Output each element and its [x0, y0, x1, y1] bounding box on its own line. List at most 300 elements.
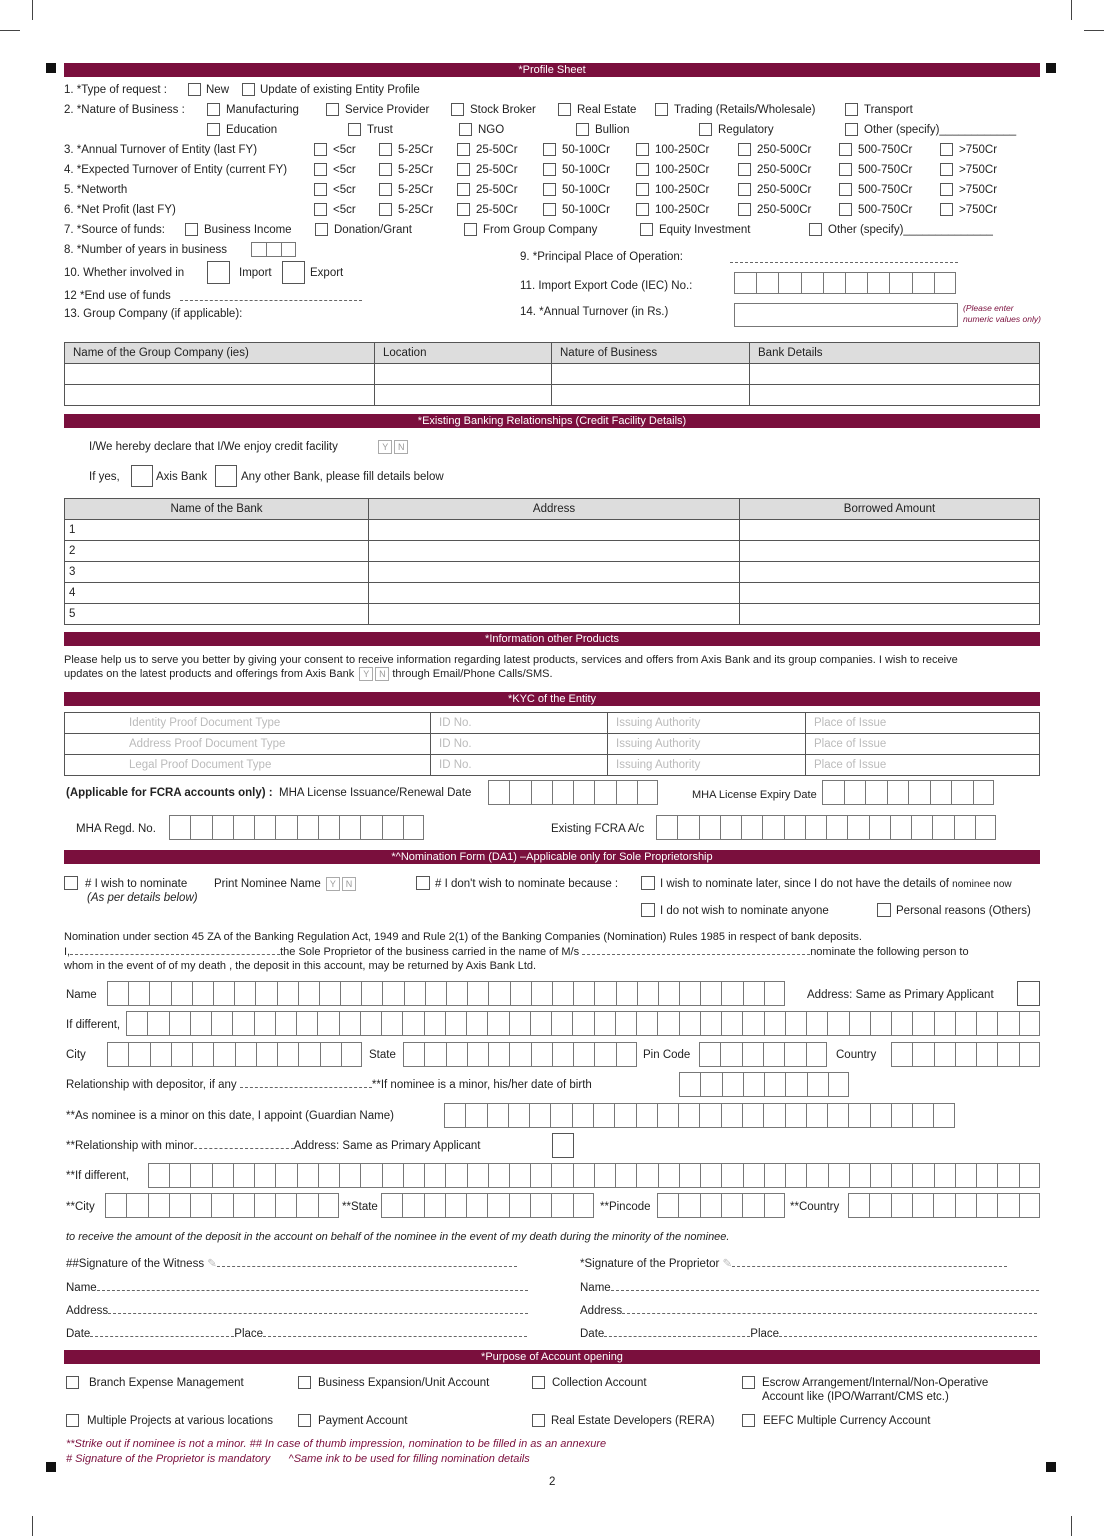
existing-fcra-boxes[interactable]	[656, 815, 996, 840]
prop-signature-line[interactable]	[732, 1266, 1007, 1267]
business-type-option: Other (specify)____________	[864, 124, 1017, 136]
row-number: 1	[65, 520, 369, 541]
row-number: 5	[65, 604, 369, 625]
checkbox-range[interactable]	[839, 203, 852, 216]
range-option: 5-25Cr	[398, 204, 434, 216]
kyc-cell[interactable]: Place of Issue	[806, 755, 1040, 776]
checkbox-range[interactable]	[738, 143, 751, 156]
proprietor-name-line[interactable]	[70, 954, 280, 955]
fcra-label: (Applicable for FCRA accounts only) :	[66, 787, 273, 799]
no-box[interactable]: N	[342, 877, 356, 891]
business-type-option: Service Provider	[345, 104, 430, 116]
crop-mark	[1071, 0, 1072, 20]
checkbox-purpose[interactable]	[66, 1414, 79, 1427]
nominee-name-label: Name	[66, 989, 97, 1001]
witness-address-line[interactable]	[108, 1313, 528, 1314]
principal-place-line[interactable]	[730, 262, 958, 263]
dont-wish-label: # I don't wish to nominate because :	[435, 878, 619, 890]
prop-name-label: Name	[580, 1282, 611, 1294]
prop-date-row	[580, 1327, 1037, 1341]
range-option: 25-50Cr	[476, 184, 518, 196]
checkbox-wish-nominate[interactable]	[64, 876, 78, 890]
guardian-pincode-boxes[interactable]	[657, 1193, 785, 1218]
nomination-para-3: whom in the event of of my death , the deposit in this account, may be returned by Axis Bank Ltd.	[64, 960, 537, 972]
source-of-funds-option: Donation/Grant	[334, 224, 412, 236]
table-row[interactable]	[65, 364, 1040, 385]
prop-address-row	[580, 1304, 1037, 1318]
guardian-if-different-label: **If different,	[66, 1170, 130, 1182]
years-in-business-boxes[interactable]	[251, 242, 296, 257]
witness-signature-label: ##Signature of the Witness	[66, 1258, 205, 1270]
q5-label: 5. *Networth	[64, 184, 128, 196]
guardian-pincode-label: **Pincode	[600, 1201, 651, 1213]
mha-issue-label: MHA License Issuance/Renewal Date	[279, 787, 472, 799]
checkbox-business-type[interactable]	[326, 103, 339, 116]
range-option: 25-50Cr	[476, 204, 518, 216]
witness-place-line[interactable]	[263, 1336, 527, 1337]
purpose-option: Real Estate Developers (RERA)	[551, 1415, 715, 1427]
checkbox-purpose[interactable]	[298, 1414, 311, 1427]
prop-date-line[interactable]	[604, 1336, 750, 1337]
kyc-cell[interactable]: Address Proof Document Type	[65, 734, 431, 755]
source-of-funds-option: Business Income	[204, 224, 292, 236]
checkbox-range[interactable]	[314, 163, 327, 176]
option-new: New	[206, 84, 230, 96]
range-option: 250-500Cr	[757, 144, 812, 156]
source-of-funds-option: Other (specify)______________	[828, 224, 993, 236]
checkbox-range[interactable]	[379, 183, 392, 196]
kyc-cell[interactable]: Place of Issue	[806, 713, 1040, 734]
bank-table	[64, 498, 1040, 625]
option-export: Export	[310, 267, 344, 279]
business-type-option: Education	[226, 124, 278, 136]
print-nominee-label: Print Nominee Name	[214, 878, 321, 890]
checkbox-range[interactable]	[314, 203, 327, 216]
no-box[interactable]: N	[394, 440, 408, 454]
nominate-later-text: I wish to nominate later, since I do not have the details of	[660, 878, 949, 890]
col-header: Nature of Business	[552, 343, 750, 364]
yes-box[interactable]: Y	[359, 667, 373, 681]
q7-label: 7. *Source of funds:	[64, 224, 166, 236]
mha-issue-date-boxes[interactable]	[488, 780, 658, 805]
checkbox-range[interactable]	[379, 163, 392, 176]
q14-label: 14. *Annual Turnover (in Rs.)	[520, 306, 669, 318]
range-option: <5cr	[333, 204, 356, 216]
checkbox-range[interactable]	[940, 203, 953, 216]
range-option: 5-25Cr	[398, 164, 434, 176]
section-header-kyc: *KYC of the Entity	[64, 692, 1040, 706]
checkbox-range[interactable]	[314, 183, 327, 196]
prop-signature-row	[580, 1257, 1007, 1271]
checkbox-new[interactable]	[188, 83, 201, 96]
checkbox-range[interactable]	[543, 183, 556, 196]
rel-minor-addr-label: Address: Same as Primary Applicant	[293, 1140, 481, 1152]
checkbox-business-type[interactable]	[845, 123, 858, 136]
checkbox-purpose[interactable]	[742, 1414, 755, 1427]
col-header: Name of the Bank	[65, 499, 369, 520]
business-type-option: Bullion	[595, 124, 630, 136]
range-option: 100-250Cr	[655, 144, 710, 156]
minor-dob-boxes[interactable]	[679, 1072, 849, 1097]
range-option: 500-750Cr	[858, 184, 913, 196]
witness-address-row	[66, 1304, 528, 1318]
kyc-cell[interactable]: Issuing Authority	[608, 755, 806, 776]
checkbox-range[interactable]	[839, 183, 852, 196]
range-option: 100-250Cr	[655, 204, 710, 216]
consent-text-2b: through Email/Phone Calls/SMS.	[392, 668, 553, 680]
business-type-option: Regulatory	[718, 124, 774, 136]
kyc-cell[interactable]: ID No.	[431, 713, 608, 734]
kyc-cell[interactable]: ID No.	[431, 755, 608, 776]
table-row[interactable]	[65, 520, 1040, 541]
checkbox-range[interactable]	[543, 143, 556, 156]
witness-place-label: Place	[234, 1328, 264, 1340]
prop-address-line[interactable]	[622, 1313, 1037, 1314]
q6-label: 6. *Net Profit (last FY)	[64, 204, 176, 216]
registration-mark	[1046, 1462, 1056, 1472]
business-type-option: Trust	[367, 124, 393, 136]
business-type-option: Trading (Retails/Wholesale)	[674, 104, 816, 116]
checkbox-business-type[interactable]	[845, 103, 858, 116]
print-nominee-name	[214, 877, 356, 891]
business-type-option: Transport	[864, 104, 913, 116]
yes-box[interactable]: Y	[378, 440, 392, 454]
row-number: 2	[65, 541, 369, 562]
table-row[interactable]	[65, 734, 1040, 755]
pen-icon: ✎	[204, 1258, 217, 1270]
section-header-banking: *Existing Banking Relationships (Credit Facility Details)	[64, 414, 1040, 428]
row-number: 4	[65, 583, 369, 604]
q4-label: 4. *Expected Turnover of Entity (current FY)	[64, 164, 288, 176]
purpose-option: EEFC Multiple Currency Account	[763, 1415, 931, 1427]
col-header: Location	[375, 343, 552, 364]
guardian-name-boxes[interactable]	[444, 1103, 955, 1128]
q8-label: 8. *Number of years in business	[64, 244, 227, 256]
crop-mark	[1084, 30, 1104, 31]
footnote-2: # Signature of the Proprietor is mandatory ^Same ink to be used for filling nomination details	[66, 1453, 530, 1465]
guardian-label: **As nominee is a minor on this date, I appoint (Guardian Name)	[66, 1110, 394, 1122]
witness-date-line[interactable]	[90, 1336, 234, 1337]
kyc-cell[interactable]: ID No.	[431, 734, 608, 755]
range-option: 500-750Cr	[858, 164, 913, 176]
checkbox-source-of-funds[interactable]	[185, 223, 198, 236]
checkbox-range[interactable]	[738, 203, 751, 216]
city-label: City	[66, 1049, 86, 1061]
checkbox-dont-wish[interactable]	[416, 876, 430, 890]
witness-name-label: Name	[66, 1282, 97, 1294]
business-type-option: Real Estate	[577, 104, 637, 116]
range-option: 50-100Cr	[562, 164, 610, 176]
registration-mark	[46, 63, 56, 73]
witness-name-line[interactable]	[97, 1290, 528, 1291]
checkbox-range[interactable]	[636, 163, 649, 176]
minor-dob-label: **If nominee is a minor, his/her date of birth	[371, 1079, 592, 1091]
checkbox-source-of-funds[interactable]	[315, 223, 328, 236]
kyc-cell[interactable]: Identity Proof Document Type	[65, 713, 431, 734]
checkbox-range[interactable]	[636, 203, 649, 216]
checkbox-range[interactable]	[457, 163, 470, 176]
page-number: 2	[549, 1476, 556, 1488]
no-box[interactable]: N	[375, 667, 389, 681]
personal-reasons-label: Personal reasons (Others)	[896, 905, 1031, 917]
range-option: >750Cr	[959, 164, 998, 176]
as-per-details: (As per details below)	[87, 892, 198, 904]
section-header-purpose: *Purpose of Account opening	[64, 1350, 1040, 1364]
prop-signature-label: *Signature of the Proprietor	[580, 1258, 720, 1270]
country-label: Country	[836, 1049, 877, 1061]
declaration-text: I/We hereby declare that I/We enjoy credit facility	[89, 441, 338, 453]
checkbox-range[interactable]	[738, 183, 751, 196]
yes-box[interactable]: Y	[326, 877, 340, 891]
checkbox-range[interactable]	[940, 143, 953, 156]
checkbox-business-type[interactable]	[699, 123, 712, 136]
business-type-option: NGO	[478, 124, 505, 136]
table-row[interactable]	[65, 604, 1040, 625]
range-option: <5cr	[333, 184, 356, 196]
nominate-later-label	[660, 877, 1012, 892]
table-row[interactable]	[65, 541, 1040, 562]
checkbox-range[interactable]	[457, 183, 470, 196]
option-axis-bank: Axis Bank	[156, 471, 208, 483]
para2-b: the Sole Proprietor of the business carried in the name of M/s	[280, 946, 580, 958]
range-option: 100-250Cr	[655, 164, 710, 176]
q9-label: 9. *Principal Place of Operation:	[520, 251, 684, 263]
prop-place-line[interactable]	[779, 1336, 1037, 1337]
prop-date-label: Date	[580, 1328, 605, 1340]
range-option: >750Cr	[959, 144, 998, 156]
checkbox-purpose[interactable]	[532, 1414, 545, 1427]
row-number: 3	[65, 562, 369, 583]
table-row[interactable]	[65, 713, 1040, 734]
option-import: Import	[239, 267, 272, 279]
checkbox-range[interactable]	[940, 163, 953, 176]
range-option: >750Cr	[959, 204, 998, 216]
option-update: Update of existing Entity Profile	[260, 84, 420, 96]
checkbox-no-nominate[interactable]	[641, 903, 655, 917]
q12-label: 12 *End use of funds	[64, 290, 171, 302]
para2-a: I,	[64, 946, 71, 958]
table-row[interactable]	[65, 583, 1040, 604]
nominee-pincode-boxes[interactable]	[699, 1042, 827, 1067]
if-different-label: If different,	[66, 1019, 121, 1031]
checkbox-range[interactable]	[457, 203, 470, 216]
nominee-state-boxes[interactable]	[403, 1042, 637, 1067]
col-header: Name of the Group Company (ies)	[65, 343, 375, 364]
rel-minor-row	[66, 1139, 480, 1153]
consent-text-2a: updates on the latest products and offerings from Axis Bank	[64, 668, 355, 680]
consent-text-2	[64, 667, 553, 681]
range-option: 5-25Cr	[398, 144, 434, 156]
registration-mark	[1046, 63, 1056, 73]
nominee-city-boxes[interactable]	[107, 1042, 362, 1067]
mha-expiry-label: MHA License Expiry Date	[692, 789, 817, 801]
purpose-option: Business Expansion/Unit Account	[318, 1377, 490, 1389]
relationship-label: Relationship with depositor, if any	[66, 1079, 237, 1091]
nominee-name-boxes[interactable]	[107, 981, 785, 1006]
range-option: 500-750Cr	[858, 204, 913, 216]
kyc-cell[interactable]: Place of Issue	[806, 734, 1040, 755]
nominee-address-boxes[interactable]	[126, 1011, 1040, 1036]
guardian-state-label: **State	[342, 1201, 378, 1213]
purpose-option: Branch Expense Management	[89, 1377, 244, 1389]
checkbox-personal-reasons[interactable]	[877, 903, 891, 917]
checkbox-range[interactable]	[379, 203, 392, 216]
q1-label: 1. *Type of request :	[64, 84, 167, 96]
range-option: 250-500Cr	[757, 184, 812, 196]
pincode-label: Pin Code	[643, 1049, 691, 1061]
business-type-option: Stock Broker	[470, 104, 536, 116]
checkbox-export[interactable]	[282, 261, 305, 284]
option-other-bank: Any other Bank, please fill details below	[241, 471, 444, 483]
purpose-option: Escrow Arrangement/Internal/Non-Operative	[762, 1377, 989, 1389]
checkbox-purpose[interactable]	[742, 1376, 755, 1389]
end-use-line[interactable]	[180, 300, 362, 301]
guardian-city-boxes[interactable]	[105, 1193, 339, 1218]
numeric-note: (Please enter numeric values only)	[963, 303, 1041, 324]
nominee-country-boxes[interactable]	[891, 1042, 1040, 1067]
crop-mark	[1071, 1516, 1072, 1536]
guardian-country-boxes[interactable]	[848, 1193, 1040, 1218]
col-header: Address	[369, 499, 740, 520]
checkbox-range[interactable]	[738, 163, 751, 176]
checkbox-range[interactable]	[839, 143, 852, 156]
checkbox-other-bank[interactable]	[215, 465, 237, 487]
credit-declaration	[89, 440, 408, 454]
section-header-info: *Information other Products	[64, 632, 1040, 646]
mha-expiry-date-boxes[interactable]	[822, 780, 994, 805]
checkbox-source-of-funds[interactable]	[464, 223, 477, 236]
range-option: 5-25Cr	[398, 184, 434, 196]
section-header-profile: *Profile Sheet	[64, 63, 1040, 77]
checkbox-range[interactable]	[636, 143, 649, 156]
col-header: Borrowed Amount	[740, 499, 1040, 520]
col-header: Bank Details	[750, 343, 1040, 364]
business-name-line[interactable]	[582, 954, 810, 955]
iec-boxes[interactable]	[734, 272, 956, 294]
checkbox-range[interactable]	[314, 143, 327, 156]
witness-date-row	[66, 1327, 527, 1341]
business-type-option: Manufacturing	[226, 104, 299, 116]
purpose-option: Multiple Projects at various locations	[87, 1415, 273, 1427]
witness-address-label: Address	[66, 1305, 109, 1317]
crop-mark	[32, 0, 33, 20]
q11-label: 11. Import Export Code (IEC) No.:	[520, 280, 693, 292]
checkbox-nominate-later[interactable]	[641, 876, 655, 890]
checkbox-range[interactable]	[379, 143, 392, 156]
checkbox-purpose[interactable]	[66, 1376, 79, 1389]
witness-date-label: Date	[66, 1328, 91, 1340]
guardian-state-boxes[interactable]	[381, 1193, 594, 1218]
checkbox-business-type[interactable]	[207, 103, 220, 116]
annual-turnover-input[interactable]	[734, 303, 958, 327]
purpose-option: Collection Account	[552, 1377, 647, 1389]
checkbox-source-of-funds[interactable]	[809, 223, 822, 236]
registration-mark	[46, 1462, 56, 1472]
kyc-cell[interactable]: Issuing Authority	[608, 734, 806, 755]
mha-regd-boxes[interactable]	[169, 815, 424, 840]
range-option: >750Cr	[959, 184, 998, 196]
existing-fcra-label: Existing FCRA A/c	[551, 823, 645, 835]
receive-text: to receive the amount of the deposit in the account on behalf of the nominee in the event of my death during the minority of the nominee.	[66, 1231, 730, 1243]
purpose-option: Payment Account	[318, 1415, 408, 1427]
checkbox-business-type[interactable]	[207, 123, 220, 136]
table-row[interactable]	[65, 755, 1040, 776]
q2-label: 2. *Nature of Business :	[64, 104, 185, 116]
range-option: 50-100Cr	[562, 204, 610, 216]
section-header-nomination: *^Nomination Form (DA1) –Applicable only for Sole Proprietorship	[64, 850, 1040, 864]
kyc-cell[interactable]: Legal Proof Document Type	[65, 755, 431, 776]
range-option: <5cr	[333, 144, 356, 156]
source-of-funds-option: From Group Company	[483, 224, 598, 236]
checkbox-business-type[interactable]	[576, 123, 589, 136]
checkbox-business-type[interactable]	[451, 103, 464, 116]
relationship-line[interactable]	[240, 1087, 372, 1088]
group-company-table	[64, 342, 1040, 406]
checkbox-range[interactable]	[636, 183, 649, 196]
checkbox-axis-bank[interactable]	[131, 465, 153, 487]
address-same-label: Address: Same as Primary Applicant	[807, 989, 994, 1001]
table-row[interactable]	[65, 385, 1040, 406]
crop-mark	[0, 30, 20, 31]
checkbox-guardian-address-same[interactable]	[552, 1133, 574, 1158]
witness-signature-row	[66, 1257, 517, 1271]
footnote-1: **Strike out if nominee is not a minor. ## In case of thumb impression, nomination to be filled in as an annexure	[66, 1438, 607, 1450]
range-option: 50-100Cr	[562, 184, 610, 196]
table-row[interactable]	[65, 562, 1040, 583]
checkbox-range[interactable]	[839, 163, 852, 176]
checkbox-range[interactable]	[543, 163, 556, 176]
guardian-address-boxes[interactable]	[148, 1163, 1040, 1188]
checkbox-update[interactable]	[242, 83, 255, 96]
checkbox-business-type[interactable]	[348, 123, 361, 136]
checkbox-import[interactable]	[207, 261, 230, 284]
nomination-para-2	[64, 945, 969, 959]
range-option: 25-50Cr	[476, 144, 518, 156]
source-of-funds-option: Equity Investment	[659, 224, 751, 236]
checkbox-purpose[interactable]	[298, 1376, 311, 1389]
rel-minor-line[interactable]	[194, 1148, 294, 1149]
if-yes-label: If yes,	[89, 471, 120, 483]
checkbox-range[interactable]	[543, 203, 556, 216]
checkbox-business-type[interactable]	[459, 123, 472, 136]
checkbox-range[interactable]	[457, 143, 470, 156]
consent-text-1: Please help us to serve you better by giving your consent to receive information regarding latest products, services and offers from Axis Bank and its group companies. I wish to receive	[64, 654, 958, 666]
crop-mark	[32, 1516, 33, 1536]
range-option: 500-750Cr	[858, 144, 913, 156]
checkbox-address-same[interactable]	[1017, 981, 1040, 1006]
range-option: 50-100Cr	[562, 144, 610, 156]
prop-address-label: Address	[580, 1305, 623, 1317]
checkbox-purpose[interactable]	[532, 1376, 545, 1389]
guardian-country-label: **Country	[790, 1201, 840, 1213]
wish-nominate-label: # I wish to nominate	[85, 878, 188, 890]
nomination-para-1: Nomination under section 45 ZA of the Banking Regulation Act, 1949 and Rule 2(1) of the Banking Companies (Nomination) Rules 1985 in respect of bank deposits.	[64, 931, 862, 943]
mha-regd-label: MHA Regd. No.	[76, 823, 156, 835]
witness-signature-line[interactable]	[217, 1266, 517, 1267]
witness-name-row	[66, 1281, 528, 1295]
checkbox-range[interactable]	[940, 183, 953, 196]
checkbox-business-type[interactable]	[655, 103, 668, 116]
checkbox-source-of-funds[interactable]	[640, 223, 653, 236]
prop-name-line[interactable]	[611, 1290, 1039, 1291]
guardian-city-label: **City	[66, 1201, 95, 1213]
kyc-cell[interactable]: Issuing Authority	[608, 713, 806, 734]
range-option: 25-50Cr	[476, 164, 518, 176]
checkbox-business-type[interactable]	[558, 103, 571, 116]
escrow-line-2: Account like (IPO/Warrant/CMS etc.)	[762, 1391, 949, 1403]
range-option: 250-500Cr	[757, 204, 812, 216]
q13-label: 13. Group Company (if applicable):	[64, 308, 243, 320]
